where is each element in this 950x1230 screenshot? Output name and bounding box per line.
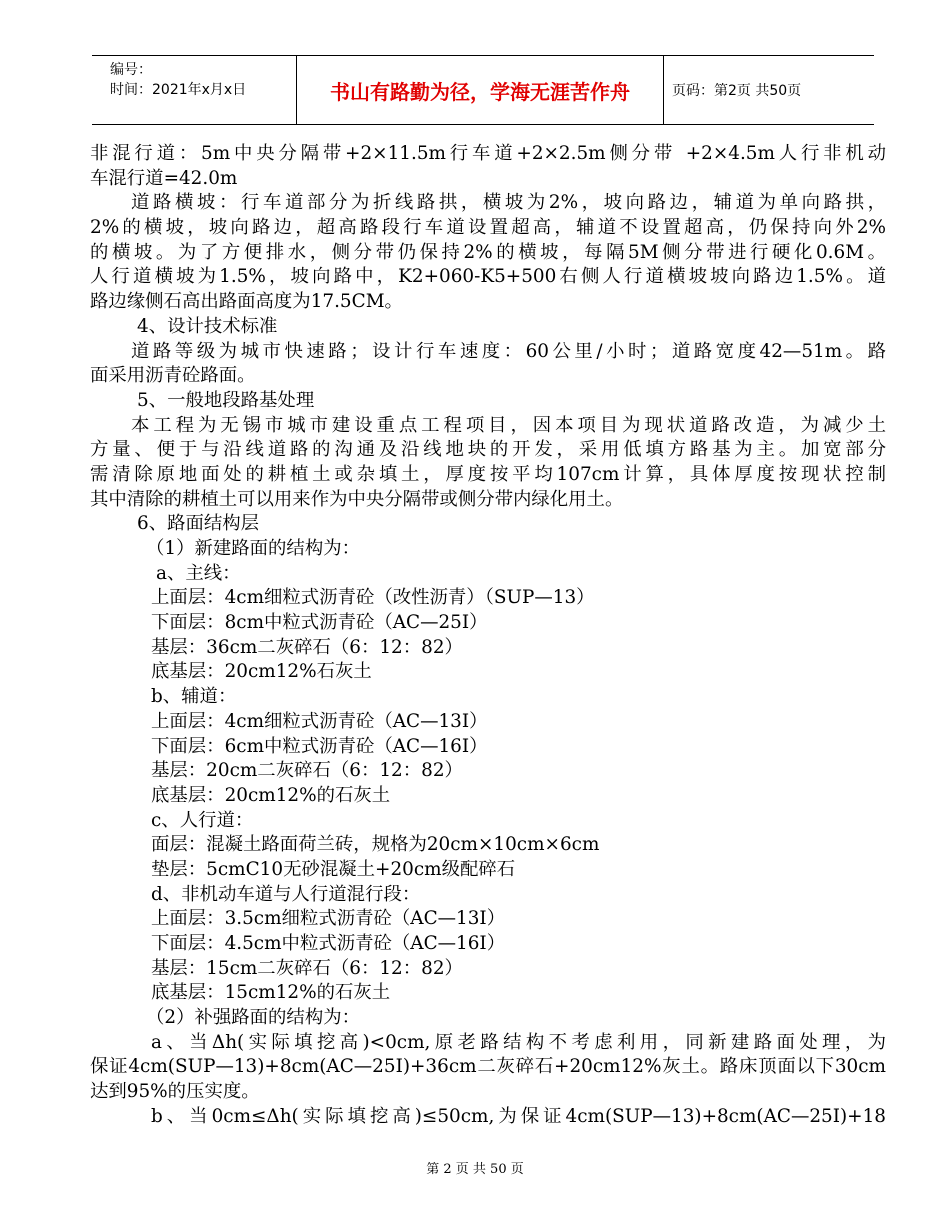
body-line: 2%的横坡，坡向路边，超高路段行车道设置超高，辅道不设置超高，仍保持向外2% — [90, 217, 886, 239]
body-line: 路边缘侧石高出路面高度为17.5CM。 — [90, 291, 403, 313]
list-heading: a、主线： — [156, 562, 241, 584]
body-line: 道路横坡：行车道部分为折线路拱，横坡为2%，坡向路边，辅道为单向路拱， — [131, 192, 886, 214]
body-line: b、当0cm≤Δh(实际填挖高)≤50cm,为保证4cm(SUP—13)+8cm(AC—25I)+18 — [151, 1105, 886, 1127]
list-item: 底基层：20cm12%的石灰土 — [151, 784, 391, 806]
page-header — [92, 55, 874, 125]
section-heading: 5、一般地段路基处理 — [137, 389, 315, 411]
list-item: 底基层：20cm12%石灰土 — [151, 661, 372, 683]
list-heading: b、辅道： — [151, 686, 237, 708]
body-line: 其中清除的耕植土可以用来作为中央分隔带或侧分带内绿化用土。 — [90, 488, 624, 510]
page-footer: 第 2 页 共 50 页 — [426, 1162, 524, 1177]
subsection-heading: （1）新建路面的结构为： — [146, 538, 360, 559]
body-line: 需清除原地面处的耕植土或杂填土，厚度按平均107cm计算，具体厚度按现状控制 — [90, 463, 886, 485]
section-heading: 4、设计技术标准 — [137, 315, 278, 337]
body-line: 本工程为无锡市城市建设重点工程项目，因本项目为现状道路改造，为减少土 — [131, 414, 886, 436]
list-item: 底基层：15cm12%的石灰土 — [151, 982, 391, 1004]
header-page-info: 页码：第2页 共50页 — [672, 83, 802, 99]
body-line: 达到95%的压实度。 — [90, 1081, 260, 1103]
header-meta — [92, 56, 297, 124]
body-line: 方量、便于与沿线道路的沟通及沿线地块的开发，采用低填方路基为主。加宽部分 — [90, 439, 886, 461]
list-item: 基层：15cm二灰碎石（6：12：82） — [151, 957, 463, 979]
document-body — [90, 142, 886, 1130]
body-line: 面采用沥青砼路面。 — [90, 365, 256, 387]
list-item: 下面层：4.5cm中粒式沥青砼（AC—16I） — [151, 933, 506, 954]
list-item: 面层：混凝土路面荷兰砖，规格为20cm×10cm×6cm — [151, 834, 600, 856]
body-line: 人行道横坡为1.5%，坡向路中，K2+060-K5+500右侧人行道横坡坡向路边1.5%。道 — [90, 266, 886, 288]
body-line: a、当Δh(实际填挖高)<0cm,原老路结构不考虑利用，同新建路面处理，为 — [151, 1031, 886, 1053]
body-line: 的横坡。为了方便排水，侧分带仍保持2%的横坡，每隔5M侧分带进行硬化0.6M。 — [90, 241, 886, 263]
list-heading: d、非机动车道与人行道混行段： — [151, 883, 421, 905]
body-line: 非混行道：5m中央分隔带+2×11.5m行车道+2×2.5m侧分带 +2×4.5m人行非机动 — [90, 143, 886, 164]
list-item: 基层：20cm二灰碎石（6：12：82） — [151, 760, 463, 782]
list-item: 上面层：4cm细粒式沥青砼（改性沥青）（SUP—13） — [151, 587, 595, 609]
document-number-label: 编号： — [110, 62, 152, 78]
list-item: 基层：36cm二灰碎石（6：12：82） — [151, 636, 463, 658]
body-line: 车混行道=42.0m — [90, 167, 238, 189]
list-heading: c、人行道： — [151, 809, 254, 831]
list-item: 上面层：3.5cm细粒式沥青砼（AC—13I） — [151, 908, 506, 930]
list-item: 下面层：6cm中粒式沥青砼（AC—16I） — [151, 735, 488, 757]
list-item: 垫层：5cmC10无砂混凝土+20cm级配碎石 — [151, 858, 516, 880]
header-motto: 书山有路勤为径，学海无涯苦作舟 — [297, 56, 664, 124]
body-line: 保证4cm(SUP—13)+8cm(AC—25I)+36cm二灰碎石+20cm12%灰土。路床顶面以下30cm — [90, 1056, 886, 1078]
subsection-heading: （2）补强路面的结构为： — [146, 1007, 360, 1029]
list-item: 下面层：8cm中粒式沥青砼（AC—25I） — [151, 612, 488, 634]
body-line: 道路等级为城市快速路；设计行车速度：60公里/小时；道路宽度42—51m。路 — [131, 340, 886, 362]
section-heading: 6、路面结构层 — [137, 513, 260, 535]
document-time: 时间：2021年x月x日 — [110, 82, 247, 98]
list-item: 上面层：4cm细粒式沥青砼（AC—13I） — [151, 710, 488, 732]
